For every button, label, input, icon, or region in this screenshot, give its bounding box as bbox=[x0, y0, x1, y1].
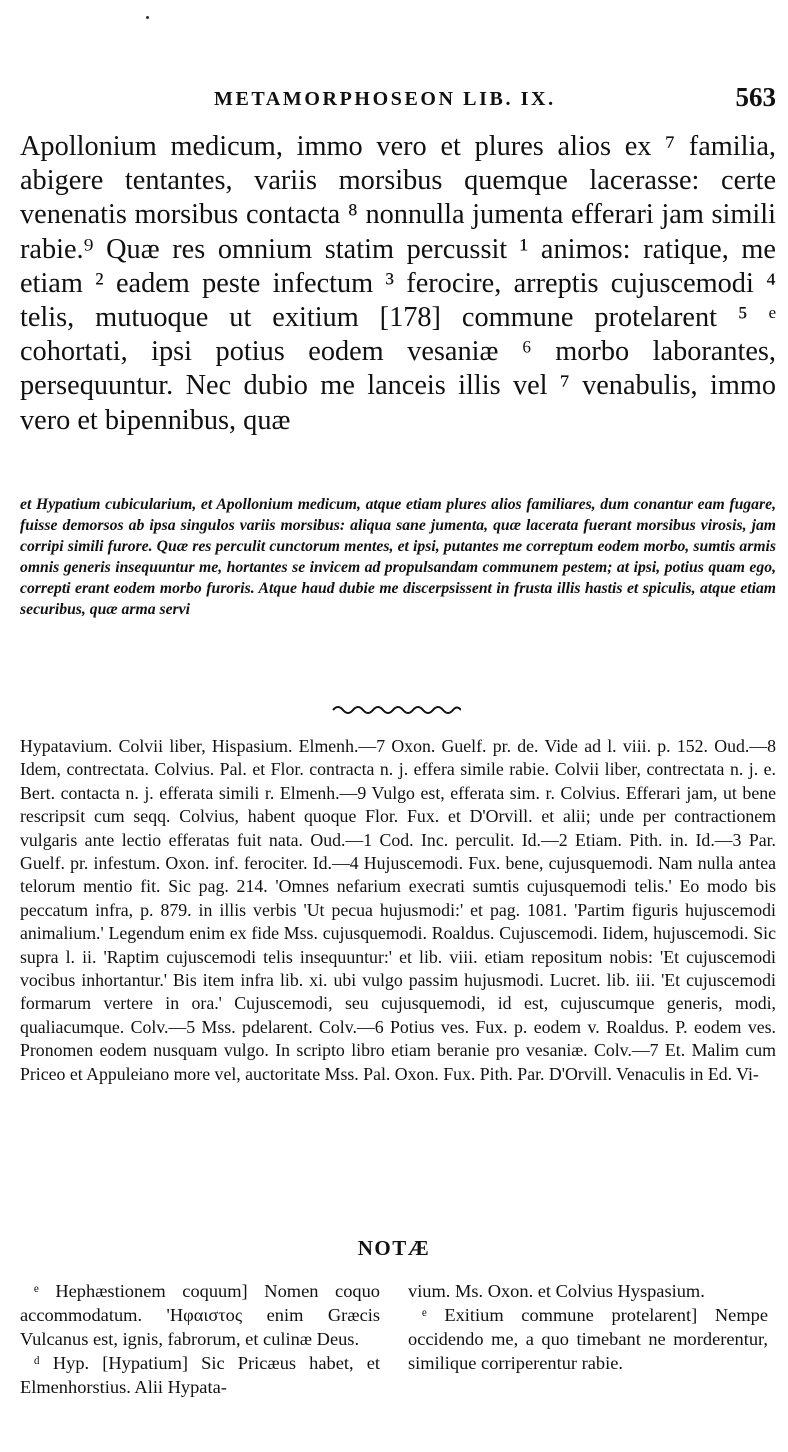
notes-heading: NOTÆ bbox=[357, 1236, 431, 1260]
latin-interpretatio: et Hypatium cubicularium, et Apollonium medicum, atque etiam plures alios familiares, dum conantur eam fugare, fuisse demorsos ab ipsa singulos variis morsibus: aliqua sane jumenta, quæ lacerata fuerant morsibus virosis, jam corripi simili furore. Quæ res perculit cunctorum mentes, et ipsi, putantes me correptum eodem morbo, sumtis armis omnis generis insequuntur me, hortantes se invicem ad propulsandam communem pestem; at ipsi, potius quam ego, correpti erant eodem morbo furoris. Atque haud dubie me discerpsissent in frusta illis hastis et spiculis, atque etiam securibus, quæ arma servi bbox=[20, 496, 776, 618]
main-latin-text: Apollonium medicum, immo vero et plures alios ex ⁷ familia, abigere tentantes, variis morsibus quemque lacerasse: certe venenatis morsibus contacta ⁸ nonnulla jumenta efferari jam simili rabie.⁹ Quæ res omnium statim percussit ¹ animos: ratique, me etiam ² eadem peste infectum ³ ferocire, arreptis cujuscemodi ⁴ telis, mutuoque ut exitium [178] commune protelarent ⁵ ᵉ cohortati, ipsi potius eodem vesaniæ ⁶ morbo laborantes, persequuntur. Nec dubio me lanceis illis vel ⁷ venabulis, immo vero et bipennibus, quæ bbox=[20, 131, 776, 436]
note-hypatium-cont: vium. Ms. Oxon. et Colvius Hyspasium. bbox=[408, 1281, 705, 1301]
paper-speck bbox=[146, 16, 149, 19]
note-hypatium: ᵈ Hyp. [Hypatium] Sic Pricæus habet, et Elmenhorstius. Alii Hypata- bbox=[20, 1353, 380, 1397]
page-number: 563 bbox=[735, 82, 776, 112]
running-title: METAMORPHOSEON LIB. IX. bbox=[214, 88, 556, 110]
page-header bbox=[0, 84, 788, 124]
notes-column-left bbox=[20, 1279, 380, 1399]
variae-lectiones: Hypatavium. Colvii liber, Hispasium. Elmenh.—7 Oxon. Guelf. pr. de. Vide ad l. viii. p. 152. Oud.—8 Idem, contrectata. Colvius. Pal. et Flor. contracta n. j. effera simile rabie. Colvii liber, contrectata n. j. e. Bert. contacta n. j. efferata simili r. Elmenh.—9 Vulgo est, efferata sim. r. Colvius. Efferari jam, ut bene rescripsit cum seqq. Colvius, habent quoque Flor. Fux. et D'Orvill. et alii; unde per contractionem vulgaris ante lectio efferatas fuit nata. Oud.—1 Cod. Inc. perculit. Id.—2 Etiam. Pith. in. Id.—3 Par. Guelf. pr. infestum. Oxon. inf. ferociter. Id.—4 Hujuscemodi. Fux. bene, cujusquemodi. Nam nulla antea telorum mentio fit. Sic pag. 214. 'Omnes nefarium execrati sumtis cujusquemodi telis.' Eo modo bis peccatum infra, p. 879. in illis verbis 'Ut pecua hujusmodi:' et pag. 1081. 'Partim figuris hujuscemodi animalium.' Legendum enim ex fide Mss. cujusquemodi. Roaldus. Cujuscemodi. Iidem, hujuscemodi. Sic supra l. ii. 'Raptim cujuscemodi telis insequuntur:' et lib. viii. etiam repositum nobis: 'Et cujuscemodi vocibus inhortantur.' Bis item infra lib. xi. ubi vulgo passim hujusmodi. Lucret. lib. iii. 'Et cujuscemodi formarum vertere in ora.' Cujuscemodi, seu cujusquemodi, id est, cujuscumque generis, modi, qualiacumque. Colv.—5 Mss. pdelarent. Colv.—6 Potius ves. Fux. p. eodem v. Roaldus. P. eodem ves. Pronomen eodem nusquam vulgo. In scripto libro etiam beranie pro vesaniæ. Colv.—7 Et. Malim cum Priceo et Appuleiano more vel, auctoritate Mss. Pal. Oxon. Fux. Pith. Par. D'Orvill. Venaculis in Ed. Vi- bbox=[20, 736, 776, 1084]
notes-column-right bbox=[408, 1279, 768, 1375]
ornament-divider bbox=[331, 700, 461, 718]
note-hephaestion: ᵉ Hephæstionem coquum] Nomen coquo accommodatum. 'Ηφαιστος enim Græcis Vulcanus est, ignis, fabrorum, et culinæ Deus. bbox=[20, 1281, 380, 1349]
note-exitium: ᵉ Exitium commune protelarent] Nempe occidendo me, a quo timebant ne morderentur, similique corriperentur rabie. bbox=[408, 1305, 768, 1373]
